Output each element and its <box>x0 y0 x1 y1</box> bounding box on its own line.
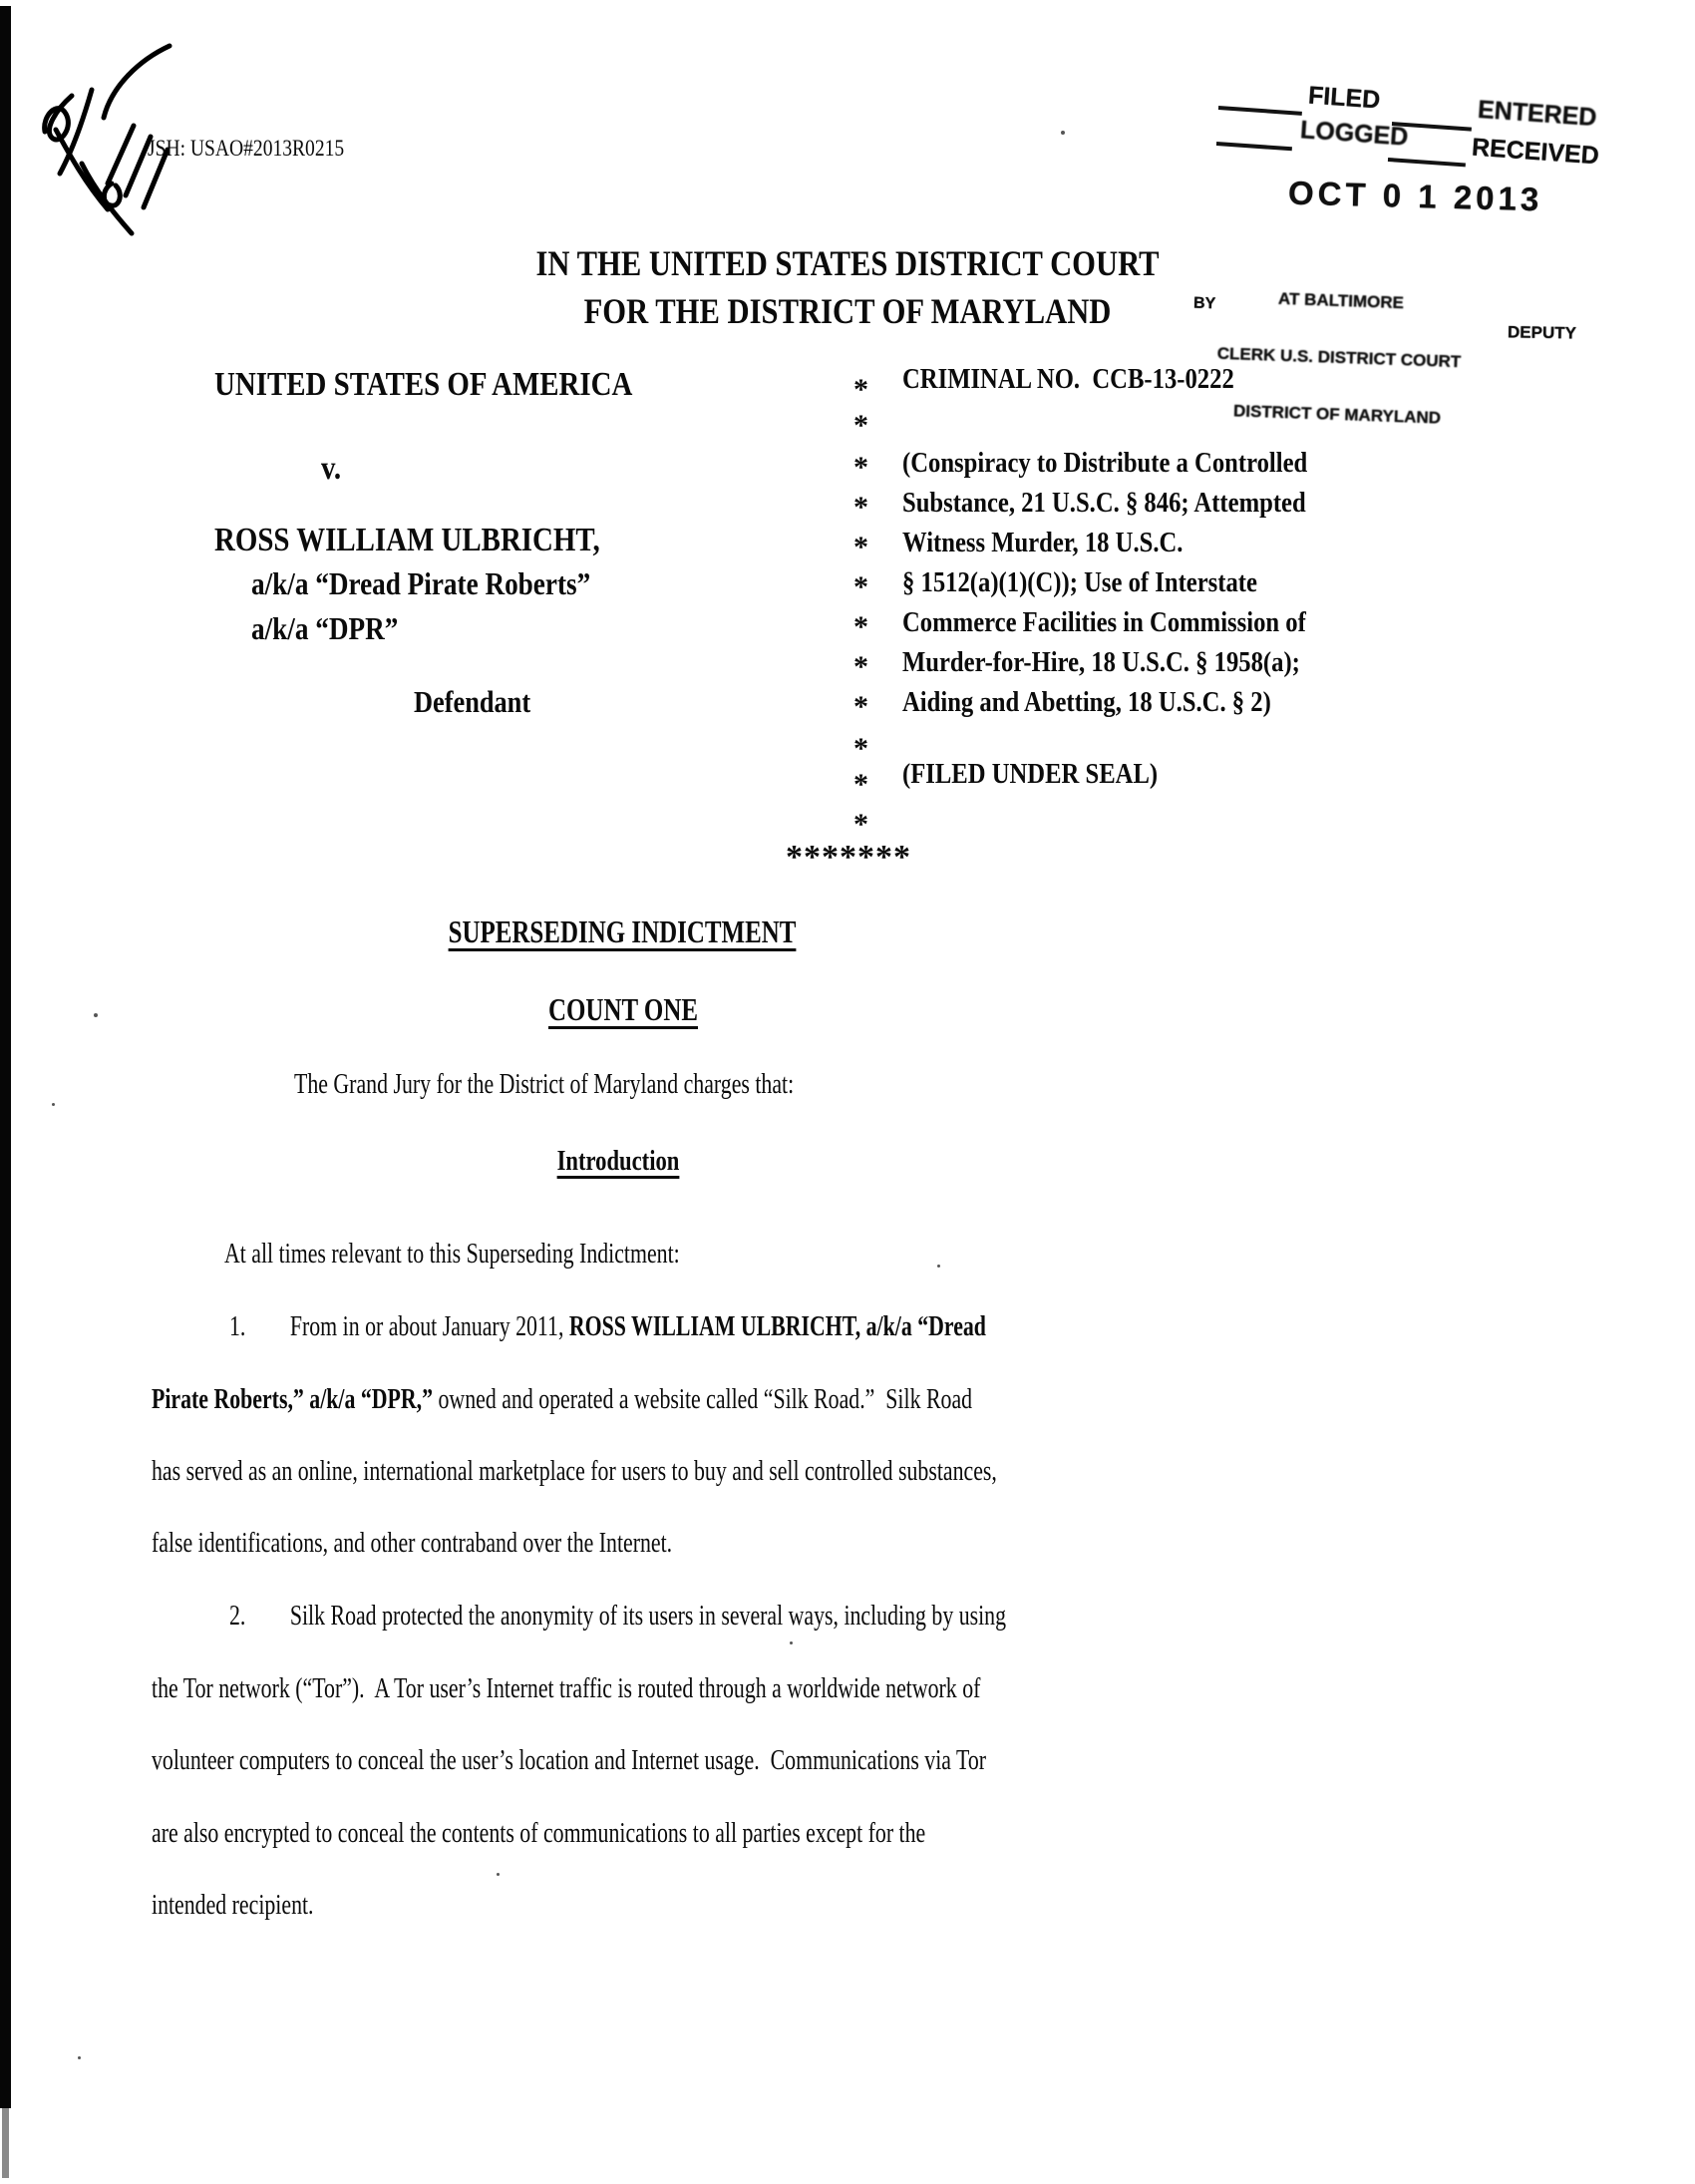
scan-edge-artifact <box>0 6 11 2108</box>
stamp-deputy-label: DEPUTY <box>1507 322 1577 343</box>
paragraph-1-bold-text: ROSS WILLIAM ULBRICHT, a/k/a “Dread <box>568 1311 986 1342</box>
caption-star: * <box>853 690 868 723</box>
caption-versus: v. <box>321 450 342 487</box>
scan-speckle <box>52 1103 55 1106</box>
case-reference: JSH: USAO#2013R0215 <box>148 136 345 161</box>
caption-star-row: ******* <box>786 839 911 876</box>
paragraph-1-line-2 <box>152 1384 972 1416</box>
intro-line: At all times relevant to this Superseding Indictment: <box>224 1239 680 1270</box>
charges-line-5: Commerce Facilities in Commission of <box>902 606 1306 638</box>
stamp-received-label: RECEIVED <box>1471 133 1600 171</box>
paragraph-1-line-4: false identifications, and other contraband over the Internet. <box>152 1528 673 1559</box>
caption-alias-2: a/k/a “DPR” <box>251 610 399 646</box>
section-heading-introduction: Introduction <box>556 1145 680 1177</box>
scan-speckle <box>790 1641 793 1644</box>
caption-star: * <box>853 373 868 406</box>
caption-star: * <box>853 451 868 484</box>
stamp-date: OCT 0 1 2013 <box>1287 174 1543 218</box>
caption-star: * <box>853 768 868 801</box>
paragraph-2-line-1 <box>229 1601 1006 1633</box>
caption-defendant-name: ROSS WILLIAM ULBRICHT, <box>214 522 600 558</box>
scan-edge-artifact-fade <box>2 2108 9 2178</box>
caption-star: * <box>853 491 868 524</box>
charges-line-6: Murder-for-Hire, 18 U.S.C. § 1958(a); <box>902 646 1300 678</box>
stamp-logged-label: LOGGED <box>1299 116 1410 152</box>
caption-alias-1: a/k/a “Dread Pirate Roberts” <box>251 565 591 601</box>
stamp-line-filed <box>1218 106 1302 116</box>
scan-speckle <box>78 2056 81 2059</box>
charges-line-3: Witness Murder, 18 U.S.C. <box>902 527 1184 558</box>
paragraph-2-line-4: are also encrypted to conceal the contents of communications to all parties except for the <box>152 1818 926 1849</box>
charges-line-2: Substance, 21 U.S.C. § 846; Attempted <box>902 487 1306 519</box>
paragraph-1-text: owned and operated a website called “Silk Road.” Silk Road <box>433 1384 973 1415</box>
count-heading: COUNT ONE <box>547 991 699 1027</box>
caption-star: * <box>853 570 868 603</box>
charges-line-1: (Conspiracy to Distribute a Controlled <box>902 447 1308 479</box>
stamp-clerk-line: CLERK U.S. DISTRICT COURT <box>1216 343 1462 372</box>
court-title-line2: FOR THE DISTRICT OF MARYLAND <box>583 291 1112 331</box>
caption-star: * <box>853 610 868 643</box>
main-heading: SUPERSEDING INDICTMENT <box>448 913 797 949</box>
stamp-by-label: BY <box>1192 294 1216 313</box>
charges-line-4: § 1512(a)(1)(C)); Use of Interstate <box>902 566 1257 598</box>
seal-note: (FILED UNDER SEAL) <box>902 758 1159 790</box>
caption-star: * <box>853 732 868 765</box>
caption-star: * <box>853 531 868 563</box>
paragraph-1-bold-text: Pirate Roberts,” a/k/a “DPR,” <box>152 1384 434 1415</box>
scan-speckle <box>497 1873 500 1876</box>
paragraph-1-text: From in or about January 2011, <box>289 1311 569 1342</box>
stamp-line-received <box>1388 158 1466 167</box>
scan-speckle <box>937 1265 940 1268</box>
paragraph-1-number: 1. <box>229 1311 246 1342</box>
paragraph-2-line-3: volunteer computers to conceal the user’s location and Internet usage. Communications via Tor <box>152 1745 987 1776</box>
stamp-at-baltimore: AT BALTIMORE <box>1277 288 1405 313</box>
paragraph-2-number: 2. <box>229 1601 246 1632</box>
caption-star: * <box>853 650 868 683</box>
stamp-line-logged <box>1216 142 1292 151</box>
paragraph-2-line-2: the Tor network (“Tor”). A Tor user’s Internet traffic is routed through a worldwide network of <box>152 1673 981 1704</box>
grand-jury-line: The Grand Jury for the District of Maryland charges that: <box>294 1069 795 1100</box>
scan-speckle <box>94 1013 98 1017</box>
caption-star: * <box>853 409 868 442</box>
court-title-line1: IN THE UNITED STATES DISTRICT COURT <box>535 243 1160 283</box>
caption-star: * <box>853 808 868 841</box>
paragraph-1-line-3: has served as an online, international marketplace for users to buy and sell controlled substances, <box>152 1456 997 1487</box>
stamp-court-location <box>1204 248 1473 466</box>
stamp-filed-label: FILED <box>1307 81 1382 115</box>
scan-speckle <box>1061 131 1065 135</box>
case-number: CRIMINAL NO. CCB-13-0222 <box>902 363 1234 395</box>
stamp-district-line: DISTRICT OF MARYLAND <box>1232 401 1442 428</box>
stamp-entered-label: ENTERED <box>1477 95 1598 133</box>
charges-line-7: Aiding and Abetting, 18 U.S.C. § 2) <box>902 686 1271 718</box>
caption-defendant-label: Defendant <box>414 684 531 719</box>
caption-plaintiff: UNITED STATES OF AMERICA <box>214 366 633 403</box>
paragraph-1-line-1 <box>229 1311 986 1343</box>
paragraph-2-text: Silk Road protected the anonymity of its users in several ways, including by using <box>289 1601 1007 1632</box>
paragraph-2-line-5: intended recipient. <box>152 1890 314 1921</box>
